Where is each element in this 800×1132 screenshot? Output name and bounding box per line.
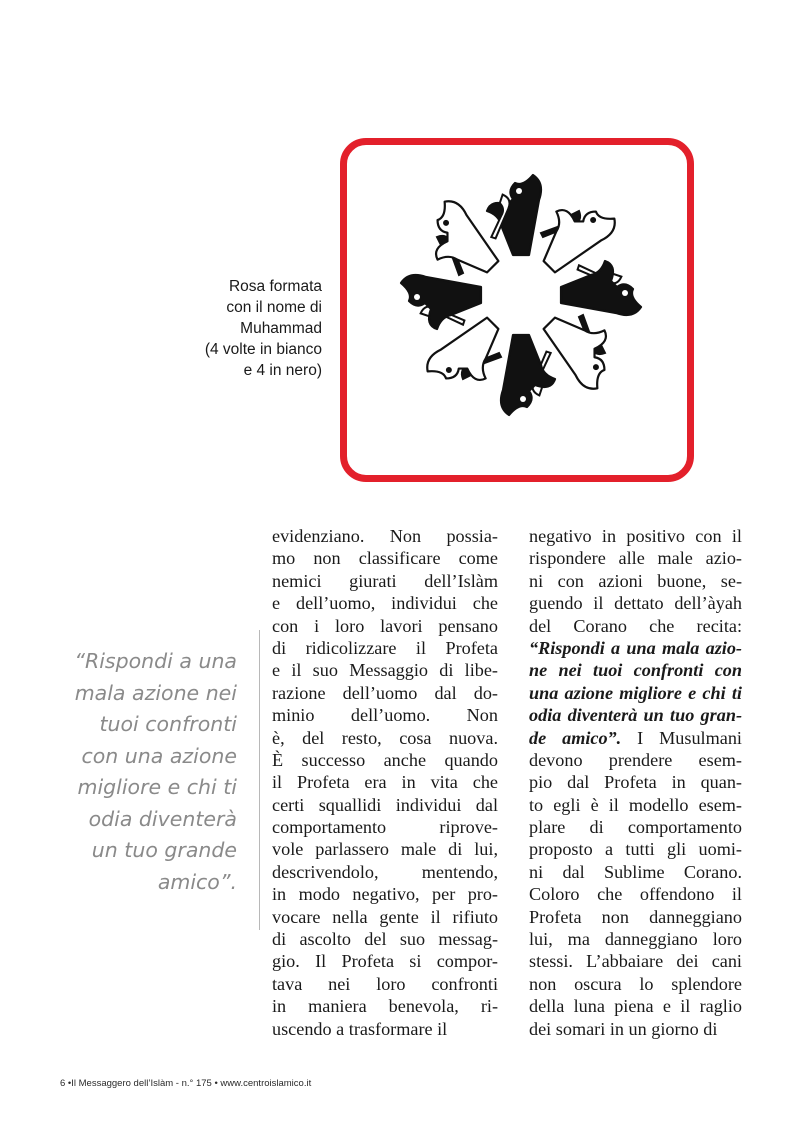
muhammad-rose-calligraphy-icon bbox=[391, 165, 651, 425]
page-footer: 6 •Il Messaggero dell’Islàm - n.° 175 • www.centroislamico.it bbox=[60, 1078, 312, 1089]
pull-quote-line: odia diventerà bbox=[88, 806, 237, 831]
text-line: ni con azioni buone, se- bbox=[529, 570, 742, 591]
pull-quote-line: mala azione nei bbox=[74, 680, 237, 705]
text-line: dei somari in un giorno di bbox=[529, 1018, 718, 1039]
text-line: proposto a tutti gli uomi- bbox=[529, 839, 742, 860]
text-line: gio. Il Profeta si compor- bbox=[272, 951, 498, 972]
text-line: “Rispondi a una mala azio- bbox=[529, 637, 742, 658]
text-line: minio dell’uomo. Non bbox=[272, 705, 498, 726]
text-line: della luna piena e il raglio bbox=[529, 996, 742, 1017]
pull-quote-line: tuoi confronti bbox=[99, 712, 237, 736]
bold-quote-end: de amico”. bbox=[529, 727, 622, 748]
figure-frame bbox=[340, 138, 694, 482]
text-line: tava nei loro confronti bbox=[272, 973, 498, 994]
text-line: odia diventerà un tuo gran- bbox=[529, 705, 742, 726]
caption-line: con il nome di bbox=[226, 299, 322, 316]
text-line: e dell’uomo, individui che bbox=[272, 593, 498, 614]
pull-quote-line: amico”. bbox=[157, 869, 237, 894]
text-line: razione dell’uomo dal do- bbox=[272, 682, 498, 703]
text-line: non oscura lo splendore bbox=[529, 973, 742, 994]
text-line: È successo anche quando bbox=[272, 749, 498, 770]
text-line: devono prendere esem- bbox=[529, 749, 742, 770]
text-line: e il suo Messaggio di libe- bbox=[272, 660, 498, 681]
text-line: di ridicolizzare il Profeta bbox=[272, 637, 498, 658]
text-line: certi squallidi individui dal bbox=[272, 794, 498, 815]
text-line: negativo in positivo con il bbox=[529, 526, 742, 546]
text-line: in maniera benevola, ri- bbox=[272, 996, 498, 1017]
text-line: vole parlassero male di lui, bbox=[272, 839, 498, 860]
text-line: descrivendolo, mentendo, bbox=[272, 861, 498, 882]
caption-line: Muhammad bbox=[240, 320, 322, 337]
text-line: rispondere alle male azio- bbox=[529, 548, 742, 569]
text-line: comportamento riprove- bbox=[272, 817, 498, 838]
text-line: il Profeta era in vita che bbox=[272, 772, 498, 793]
body-column-2 bbox=[529, 525, 742, 1040]
pull-quote-line: migliore e chi ti bbox=[77, 775, 237, 799]
body-column-1 bbox=[272, 525, 498, 1040]
caption-line: (4 volte in bianco bbox=[204, 341, 322, 358]
text-line: Coloro che offendono il bbox=[529, 884, 742, 905]
text-line: Profeta non danneggiano bbox=[529, 906, 742, 927]
text-line: nemici giurati dell’Islàm bbox=[272, 570, 498, 591]
pull-quote bbox=[40, 646, 237, 898]
text-line: stessi. L’abbaiare dei cani bbox=[529, 951, 742, 972]
text-line: guendo il dettato dell’àyah bbox=[529, 593, 742, 614]
text-line: pio dal Profeta in quan- bbox=[529, 772, 742, 793]
caption-line: e 4 in nero) bbox=[243, 362, 322, 379]
text-line: con i loro lavori pensano bbox=[272, 615, 498, 636]
text-line: evidenziano. Non possia- bbox=[272, 526, 498, 546]
text-line: del Corano che recita: bbox=[529, 615, 742, 636]
text-fragment: I Musulmani bbox=[621, 727, 742, 748]
text-line: vocare nella gente il rifiuto bbox=[272, 906, 498, 927]
text-line: una azione migliore e chi ti bbox=[529, 682, 742, 703]
text-line: ne nei tuoi confronti con bbox=[529, 660, 742, 681]
text-line: di ascolto del suo messag- bbox=[272, 929, 498, 950]
text-line: lui, ma danneggiano loro bbox=[529, 929, 742, 950]
caption-line: Rosa formata bbox=[228, 278, 322, 295]
text-line: è, del resto, cosa nuova. bbox=[272, 727, 498, 748]
vertical-divider bbox=[259, 630, 260, 930]
text-line: in modo negativo, per pro- bbox=[272, 884, 498, 905]
text-line: plare di comportamento bbox=[529, 817, 742, 838]
text-line: to egli è il modello esem- bbox=[529, 794, 742, 815]
figure-caption bbox=[150, 276, 322, 381]
pull-quote-line: un tuo grande bbox=[91, 838, 237, 862]
text-line: uscendo a trasformare il bbox=[272, 1018, 448, 1039]
text-line bbox=[529, 727, 742, 749]
text-line: mo non classificare come bbox=[272, 548, 498, 569]
pull-quote-line: con una azione bbox=[81, 743, 237, 768]
text-line: ni dal Sublime Corano. bbox=[529, 861, 742, 882]
pull-quote-line: “Rispondi a una bbox=[74, 649, 237, 673]
